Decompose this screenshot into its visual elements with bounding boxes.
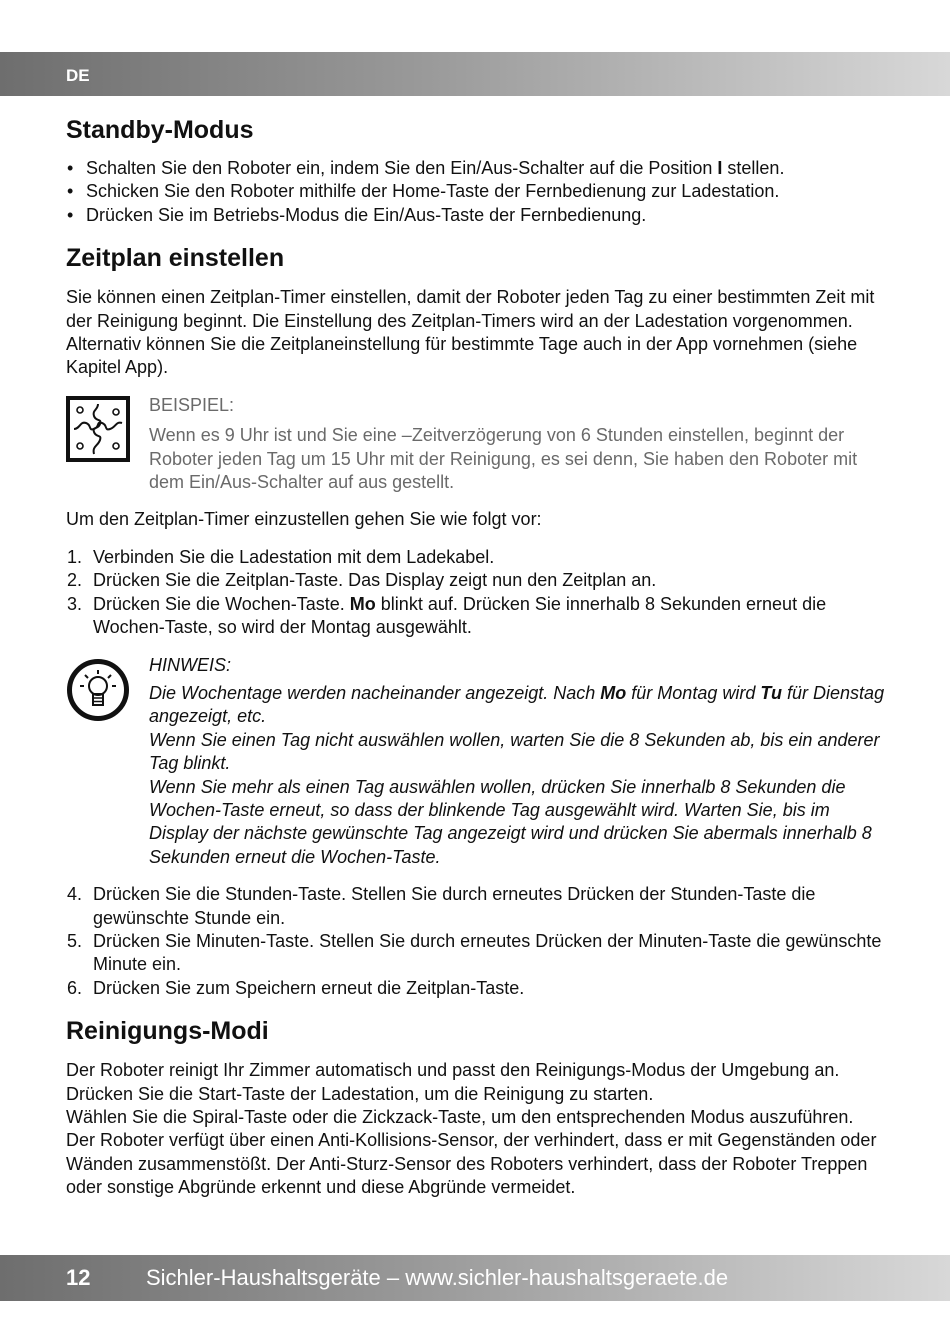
list-item: • Schicken Sie den Roboter mithilfe der Home-Taste der Fernbedienung zur Ladestation. [66, 180, 888, 203]
steps-list-first [66, 546, 888, 640]
lightbulb-icon [66, 658, 130, 728]
language-label: DE [66, 66, 90, 85]
page-number: 12 [66, 1265, 91, 1290]
list-item: 3. Drücken Sie die Wochen-Taste. Mo blinkt auf. Drücken Sie innerhalb 8 Sekunden erneut die Wochen-Taste, so wird der Montag ausgewählt. [67, 593, 827, 638]
list-item: • Drücken Sie im Betriebs-Modus die Ein/Aus-Taste der Fernbedienung. [66, 204, 888, 227]
example-label: BEISPIEL: [149, 394, 235, 415]
modes-paragraph: Der Roboter reinigt Ihr Zimmer automatisch und passt den Reinigungs-Modus der Umgebung an. Drücken Sie die Start-Taste der Ladestation, um die Reinigung zu starten. [66, 1060, 840, 1104]
puzzle-icon [66, 396, 130, 468]
schedule-intro: Sie können einen Zeitplan-Timer einstellen, damit der Roboter jeden Tag zu einer bestimmten Zeit mit der Reinigung beginnt. Die Einstellung des Zeitplan-Timers wird an der Ladestation vorgenommen. Alternativ können Sie die Zeitplaneinstellung für bestimmte Tage auch in der App vornehmen (siehe Kapitel App). [66, 287, 875, 378]
example-text: Wenn es 9 Uhr ist und Sie eine –Zeitverzögerung von 6 Stunden einstellen, beginnt der Roboter jeden Tag um 15 Uhr mit der Reinigung, es sei denn, Sie haben den Roboter mit dem Ein/Aus-Schalter auf aus gestellt. [149, 425, 858, 493]
hint-box [66, 654, 888, 870]
page-content [66, 112, 888, 1200]
section-title-modes: Reinigungs-Modi [66, 1017, 269, 1046]
example-box [66, 394, 888, 495]
section-title-schedule: Zeitplan einstellen [66, 244, 285, 273]
modes-paragraph: Wählen Sie die Spiral-Taste oder die Zickzack-Taste, um den entsprechenden Modus auszuführen. [66, 1107, 854, 1127]
list-item: 6. Drücken Sie zum Speichern erneut die Zeitplan-Taste. [67, 977, 525, 998]
list-item: 4. Drücken Sie die Stunden-Taste. Stellen Sie durch erneutes Drücken der Stunden-Taste die gewünschte Stunde ein. [67, 884, 816, 928]
footer-text: Sichler-Haushaltsgeräte – www.sichler-haushaltsgeraete.de [146, 1265, 729, 1290]
header-band [0, 52, 950, 96]
list-item: 5. Drücken Sie Minuten-Taste. Stellen Sie durch erneutes Drücken der Minuten-Taste die gewünschte Minute ein. [67, 930, 882, 975]
hint-label: HINWEIS: [149, 654, 232, 675]
list-item: • Schalten Sie den Roboter ein, indem Sie den Ein/Aus-Schalter auf die Position I stellen. [66, 157, 888, 180]
section-title-standby: Standby-Modus [66, 116, 254, 144]
list-item: 1. Verbinden Sie die Ladestation mit dem Ladekabel. [67, 546, 495, 567]
list-item: 2. Drücken Sie die Zeitplan-Taste. Das Display zeigt nun den Zeitplan an. [67, 570, 657, 591]
hint-text: Wenn Sie einen Tag nicht auswählen wollen, warten Sie die 8 Sekunden ab, bis ein anderer Tag blinkt. [149, 729, 880, 774]
hint-text: Wenn Sie mehr als einen Tag auswählen wollen, drücken Sie innerhalb 8 Sekunden die Wochen-Taste erneut, so dass der blinkende Tag ausgewählt wird. Warten Sie, bis im Display der nächste gewünschte Tag angezeigt wird und drücken Sie abermals innerhalb 8 Sekunden erneut die Wochen-Taste. [149, 776, 872, 867]
steps-list-second [66, 883, 888, 1000]
hint-text: Die Wochentage werden nacheinander angezeigt. Nach Mo für Montag wird Tu für Dienstag angezeigt, etc. [149, 682, 885, 727]
modes-paragraph: Der Roboter verfügt über einen Anti-Kollisions-Sensor, der verhindert, dass er mit Gegenständen oder Wänden zusammenstößt. Der Anti-Sturz-Sensor des Roboters verhindert, dass der Roboter Treppen oder sonstige Abgründe erkennt und diese Abgründe vermeidet. [66, 1130, 877, 1198]
steps-intro: Um den Zeitplan-Timer einzustellen gehen Sie wie folgt vor: [66, 509, 542, 530]
standby-list [66, 157, 888, 227]
